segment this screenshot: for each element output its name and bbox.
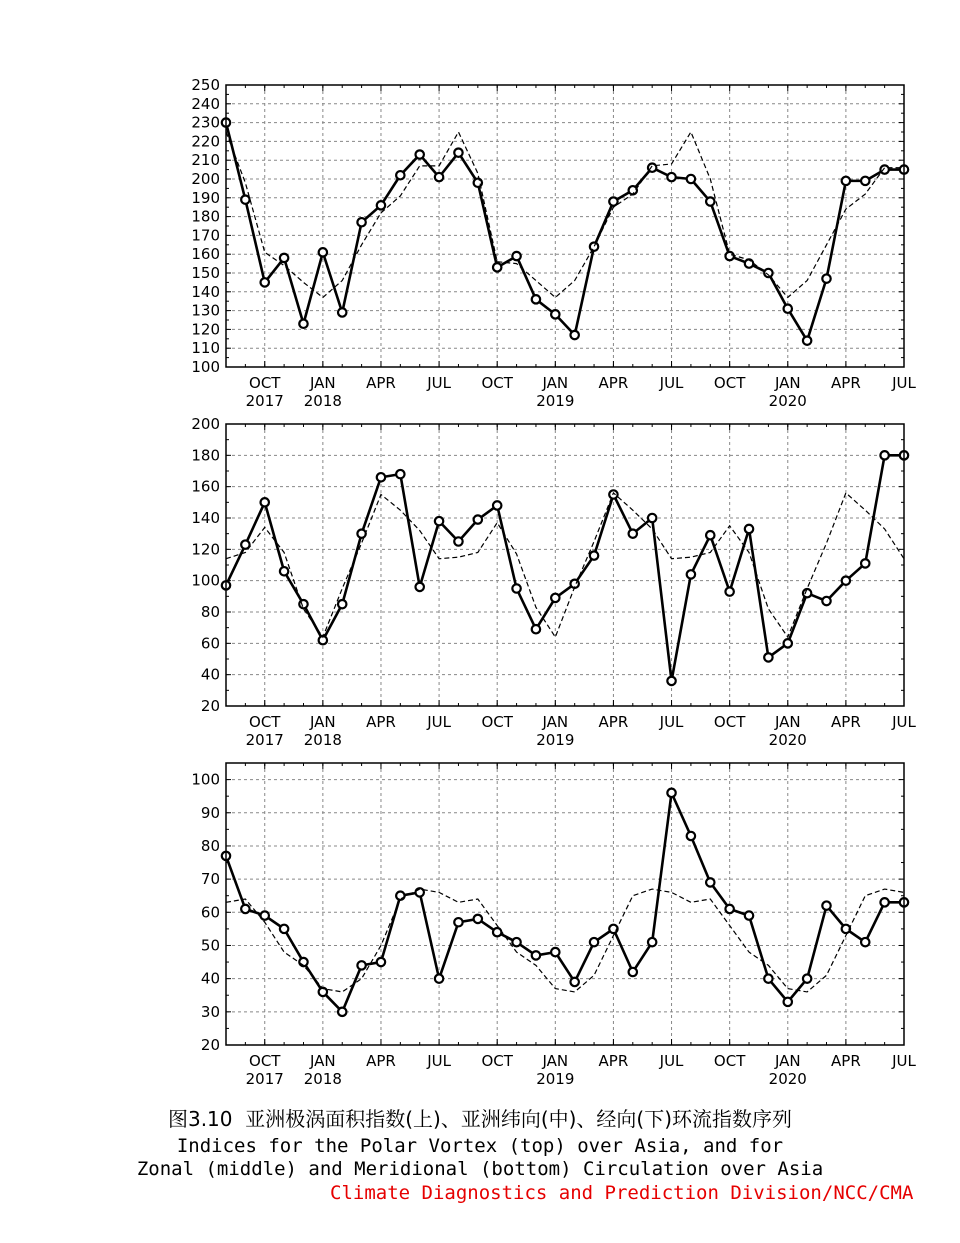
x-tick-label: JAN <box>310 713 336 731</box>
data-point <box>416 583 424 591</box>
x-tick-label: OCT <box>713 713 746 731</box>
y-tick-label: 200 <box>191 415 220 433</box>
data-point <box>377 958 385 966</box>
x-year-label: 2019 <box>536 1070 575 1088</box>
x-year-label: 2018 <box>303 731 342 749</box>
data-point <box>803 589 811 597</box>
data-point <box>745 259 753 267</box>
data-point <box>280 567 288 575</box>
x-tick-label: JAN <box>774 1052 801 1070</box>
series-line-observed <box>226 123 904 341</box>
y-tick-label: 20 <box>200 697 220 715</box>
x-tick-label: OCT <box>481 713 513 731</box>
data-point <box>474 515 482 523</box>
data-point <box>338 600 346 608</box>
y-tick-label: 250 <box>191 76 220 94</box>
x-tick-label: JAN <box>542 1052 569 1070</box>
x-tick-label: JUL <box>892 374 916 392</box>
data-point <box>435 173 443 181</box>
x-tick-label: JAN <box>542 713 569 731</box>
y-tick-label: 170 <box>191 226 220 245</box>
x-tick-label: JUL <box>892 713 916 731</box>
data-point <box>764 974 772 982</box>
y-tick-label: 160 <box>191 245 220 264</box>
data-point <box>745 525 753 533</box>
x-tick-label: JUL <box>427 374 451 392</box>
data-point <box>570 331 578 339</box>
y-tick-label: 200 <box>191 170 220 188</box>
x-tick-label: JUL <box>659 1052 684 1070</box>
y-tick-label: 90 <box>200 803 220 822</box>
y-tick-label: 40 <box>200 665 220 684</box>
data-point <box>842 576 850 584</box>
x-tick-label: JAN <box>310 374 336 392</box>
x-tick-label: APR <box>366 1052 396 1070</box>
data-point <box>493 501 501 509</box>
y-tick-label: 140 <box>191 509 220 527</box>
data-point <box>822 597 830 605</box>
data-point <box>784 998 792 1006</box>
data-point <box>261 911 269 919</box>
data-point <box>377 473 385 481</box>
x-year-label: 2017 <box>245 392 284 410</box>
data-point <box>551 948 559 956</box>
x-tick-label: APR <box>598 1052 629 1070</box>
data-point <box>861 559 869 567</box>
data-point <box>532 295 540 303</box>
x-tick-label: APR <box>598 713 629 731</box>
y-tick-label: 120 <box>191 540 220 559</box>
y-tick-label: 240 <box>191 94 220 113</box>
y-tick-label: 130 <box>191 301 220 320</box>
x-year-label: 2019 <box>536 392 575 410</box>
data-point <box>590 938 598 946</box>
y-tick-label: 150 <box>191 264 220 282</box>
data-point <box>454 537 462 545</box>
y-tick-label: 100 <box>191 770 220 789</box>
english-caption-line1: Indices for the Polar Vortex (top) over Asia, and for <box>176 1135 784 1157</box>
polar-vortex-panel <box>191 76 916 410</box>
data-point <box>512 584 520 592</box>
y-tick-label: 180 <box>191 207 220 226</box>
data-point <box>706 531 714 539</box>
data-point <box>338 1008 346 1016</box>
y-tick-label: 50 <box>200 936 220 955</box>
data-point <box>454 148 462 156</box>
data-point <box>493 263 501 271</box>
y-tick-label: 110 <box>191 339 220 358</box>
y-tick-label: 70 <box>200 870 220 889</box>
chinese-caption: 图3.10 亚洲极涡面积指数(上)、亚洲纬向(中)、经向(下)环流指数序列 <box>167 1107 793 1131</box>
x-tick-label: OCT <box>249 1052 281 1070</box>
x-year-label: 2018 <box>303 1070 342 1088</box>
x-year-label: 2020 <box>768 731 807 749</box>
data-point <box>725 905 733 913</box>
y-tick-label: 60 <box>200 634 220 653</box>
plot-frame <box>226 763 904 1045</box>
data-point <box>551 594 559 602</box>
data-point <box>784 305 792 313</box>
data-point <box>706 197 714 205</box>
y-tick-label: 160 <box>191 477 220 496</box>
y-tick-label: 40 <box>200 969 220 988</box>
y-tick-label: 60 <box>200 903 220 922</box>
data-point <box>706 878 714 886</box>
x-tick-label: JAN <box>542 374 569 392</box>
data-point <box>357 961 365 969</box>
data-point <box>667 677 675 685</box>
data-point <box>551 310 559 318</box>
x-tick-label: OCT <box>713 1052 746 1070</box>
x-tick-label: JAN <box>774 374 801 392</box>
data-point <box>357 218 365 226</box>
data-point <box>687 832 695 840</box>
data-point <box>261 278 269 286</box>
data-point <box>725 587 733 595</box>
data-point <box>493 928 501 936</box>
series-line-observed <box>226 455 904 681</box>
data-point <box>648 938 656 946</box>
data-point <box>667 789 675 797</box>
x-tick-label: APR <box>366 713 396 731</box>
data-point <box>280 925 288 933</box>
series-line-climatology <box>226 493 904 637</box>
data-point <box>280 254 288 262</box>
data-point <box>241 905 249 913</box>
y-tick-label: 180 <box>191 446 220 465</box>
data-point <box>416 150 424 158</box>
data-point <box>590 242 598 250</box>
x-tick-label: OCT <box>481 1052 513 1070</box>
data-point <box>512 938 520 946</box>
data-point <box>338 308 346 316</box>
data-point <box>474 915 482 923</box>
data-point <box>880 165 888 173</box>
x-tick-label: APR <box>366 374 396 392</box>
data-point <box>629 968 637 976</box>
y-tick-label: 100 <box>191 571 220 590</box>
data-point <box>590 551 598 559</box>
data-point <box>667 173 675 181</box>
x-tick-label: APR <box>831 713 861 731</box>
data-point <box>803 336 811 344</box>
data-point <box>357 529 365 537</box>
x-year-label: 2017 <box>245 731 284 749</box>
data-point <box>377 201 385 209</box>
data-point <box>570 978 578 986</box>
x-tick-label: OCT <box>249 374 281 392</box>
data-point <box>435 974 443 982</box>
y-tick-label: 30 <box>200 1002 220 1021</box>
data-point <box>299 320 307 328</box>
y-tick-label: 80 <box>200 603 220 621</box>
y-tick-label: 190 <box>191 188 220 207</box>
data-point <box>532 951 540 959</box>
data-point <box>241 195 249 203</box>
x-tick-label: JAN <box>774 713 801 731</box>
y-tick-label: 100 <box>191 358 220 376</box>
data-point <box>299 600 307 608</box>
data-point <box>745 911 753 919</box>
x-year-label: 2020 <box>768 392 807 410</box>
x-tick-label: JUL <box>892 1052 916 1070</box>
data-point <box>764 269 772 277</box>
x-tick-label: JUL <box>659 713 684 731</box>
data-point <box>725 252 733 260</box>
data-point <box>687 570 695 578</box>
zonal-circulation-panel <box>191 415 916 749</box>
data-point <box>880 898 888 906</box>
data-point <box>880 451 888 459</box>
data-point <box>454 918 462 926</box>
data-point <box>319 248 327 256</box>
data-point <box>396 470 404 478</box>
data-point <box>784 639 792 647</box>
series-line-climatology <box>226 889 904 992</box>
data-point <box>648 164 656 172</box>
data-point <box>803 974 811 982</box>
data-point <box>512 252 520 260</box>
data-point <box>861 938 869 946</box>
x-tick-label: JAN <box>310 1052 336 1070</box>
x-year-label: 2018 <box>303 392 342 410</box>
x-tick-label: OCT <box>713 374 746 392</box>
credit-text: Climate Diagnostics and Prediction Division/NCC/CMA <box>330 1182 914 1204</box>
y-tick-label: 220 <box>191 132 220 151</box>
y-tick-label: 120 <box>191 320 220 339</box>
x-tick-label: JUL <box>427 1052 451 1070</box>
data-point <box>822 274 830 282</box>
meridional-circulation-panel <box>191 763 916 1088</box>
data-point <box>764 653 772 661</box>
x-tick-label: JUL <box>659 374 684 392</box>
data-point <box>861 177 869 185</box>
data-point <box>648 514 656 522</box>
data-point <box>629 529 637 537</box>
data-point <box>396 171 404 179</box>
data-point <box>532 625 540 633</box>
y-tick-label: 20 <box>200 1036 220 1054</box>
data-point <box>609 197 617 205</box>
x-year-label: 2020 <box>768 1070 807 1088</box>
x-year-label: 2019 <box>536 731 575 749</box>
x-tick-label: APR <box>831 374 861 392</box>
x-tick-label: OCT <box>481 374 513 392</box>
y-tick-label: 210 <box>191 151 220 170</box>
y-tick-label: 140 <box>191 282 220 301</box>
x-tick-label: APR <box>598 374 629 392</box>
plot-frame <box>226 424 904 706</box>
data-point <box>396 892 404 900</box>
data-point <box>435 517 443 525</box>
x-year-label: 2017 <box>245 1070 284 1088</box>
data-point <box>822 901 830 909</box>
x-tick-label: APR <box>831 1052 861 1070</box>
y-tick-label: 80 <box>200 836 220 855</box>
data-point <box>687 175 695 183</box>
x-tick-label: OCT <box>249 713 281 731</box>
data-point <box>842 177 850 185</box>
english-caption-line2: Zonal (middle) and Meridional (bottom) Circulation over Asia <box>136 1158 824 1180</box>
x-tick-label: JUL <box>427 713 451 731</box>
data-point <box>261 498 269 506</box>
y-tick-label: 230 <box>191 113 220 132</box>
data-point <box>241 540 249 548</box>
